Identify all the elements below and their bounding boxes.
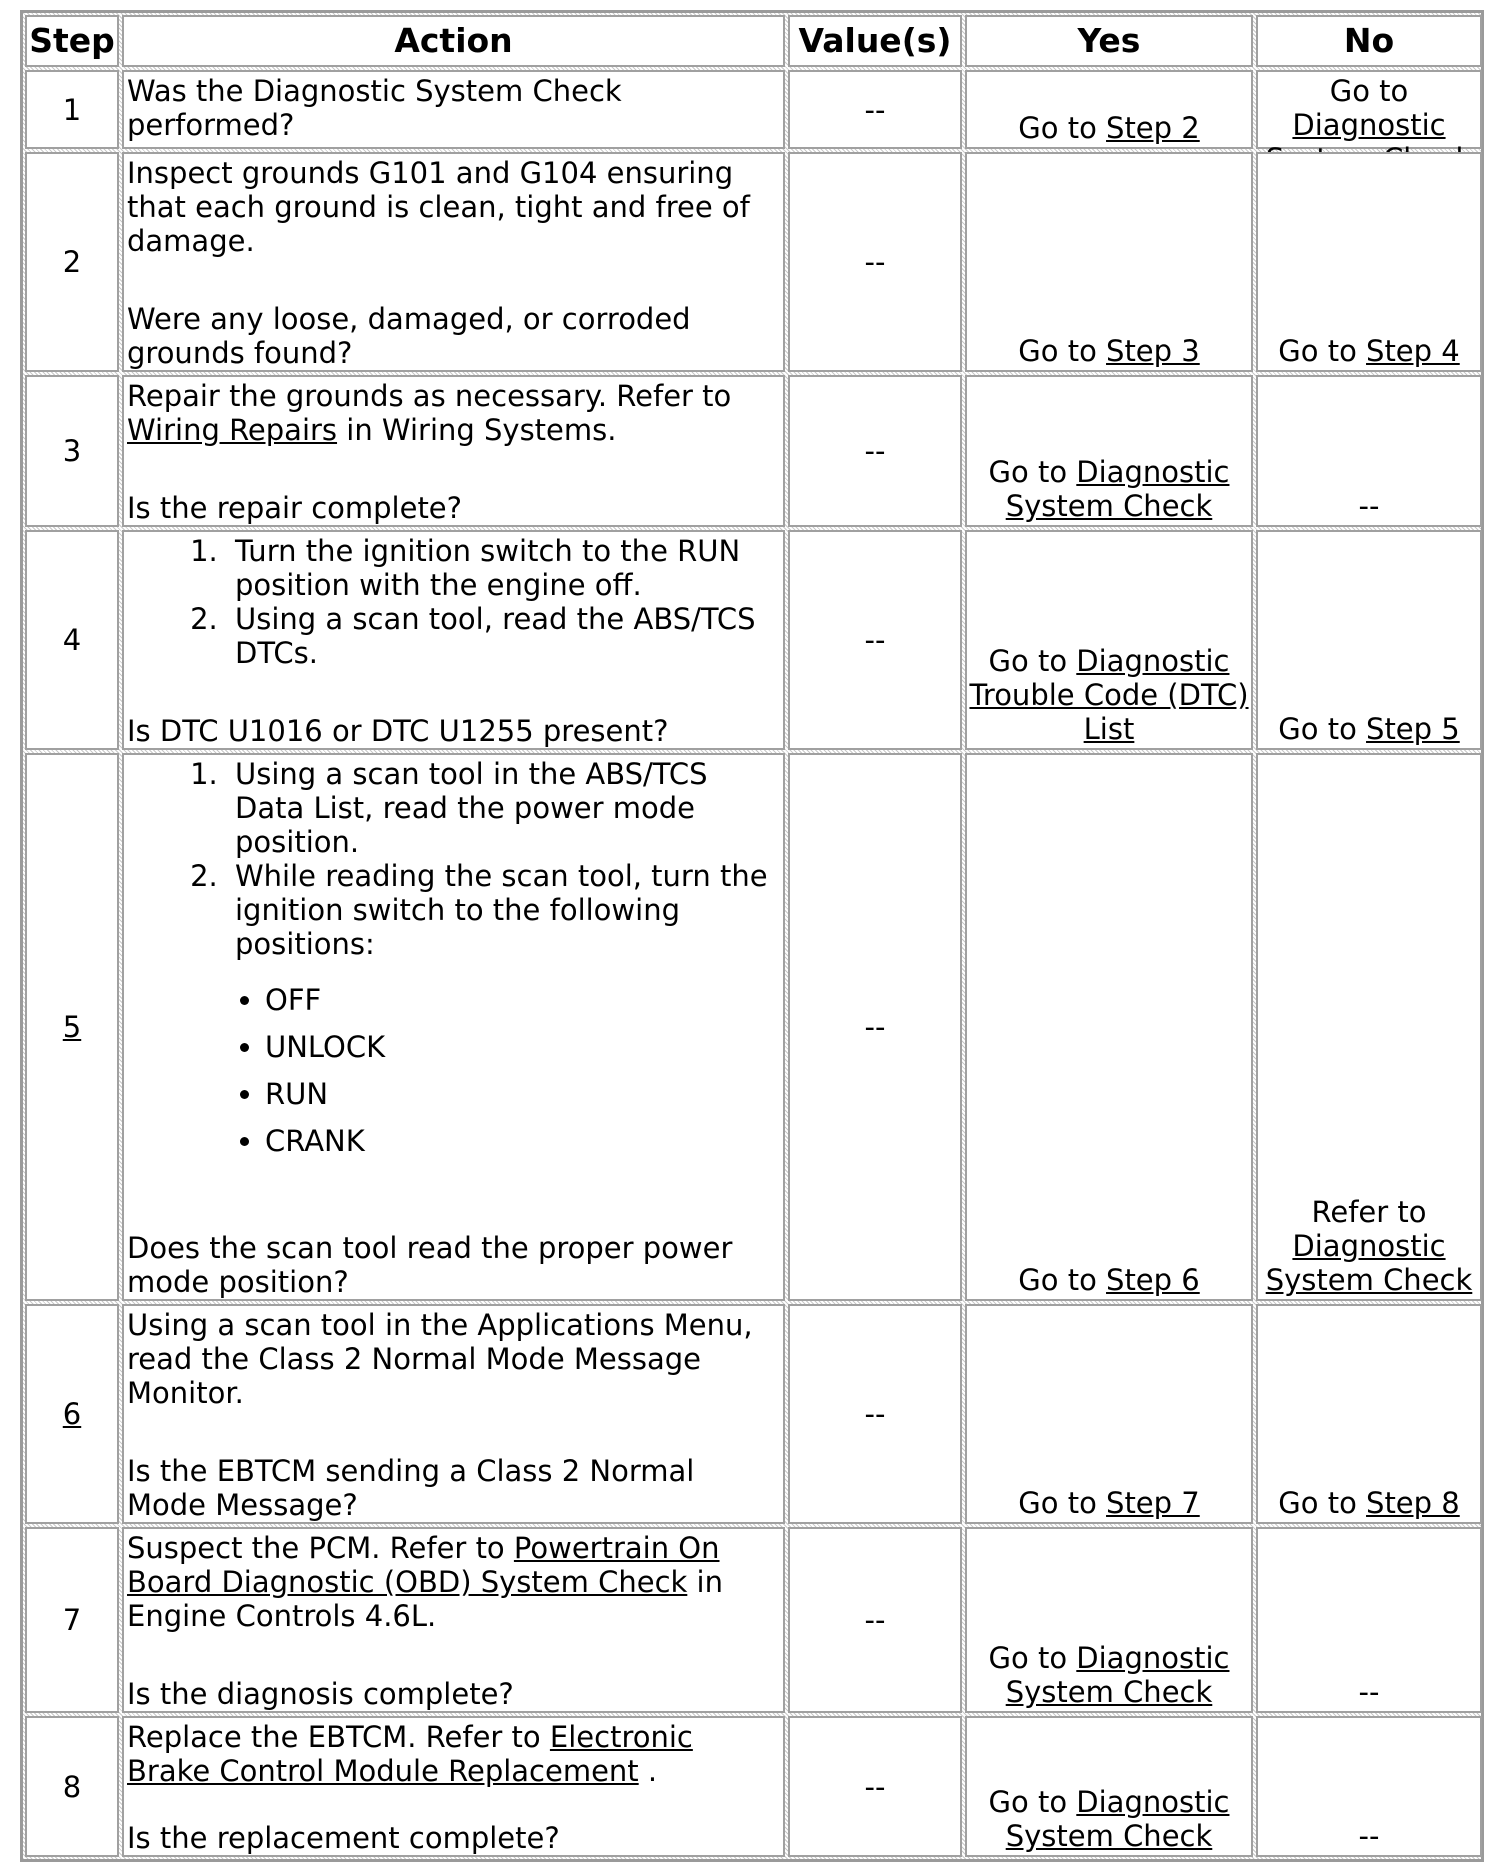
header-action: Action — [122, 15, 785, 67]
no-cell — [1256, 753, 1482, 1301]
action-question: Is the diagnosis complete? — [127, 1677, 514, 1711]
yes-link[interactable]: Diagnostic Trouble Code (DTC) List — [969, 644, 1249, 746]
action-cell — [122, 530, 785, 750]
step-number: 4 — [25, 530, 119, 750]
value-cell: -- — [788, 152, 962, 372]
no-prefix: Go to — [1278, 712, 1367, 746]
value-cell: -- — [788, 375, 962, 527]
yes-link[interactable]: Diagnostic System Check — [1005, 455, 1230, 523]
yes-cell — [965, 375, 1253, 527]
no-link[interactable]: Diagnostic — [1292, 108, 1446, 142]
action-text-pre: Repair the grounds as necessary. Refer to — [127, 379, 732, 413]
yes-cell — [965, 753, 1253, 1301]
yes-cell — [965, 152, 1253, 372]
step-number: 3 — [25, 375, 119, 527]
value-cell: -- — [788, 1304, 962, 1524]
yes-prefix: Go to — [1018, 1486, 1107, 1520]
yes-prefix: Go to — [1018, 334, 1107, 368]
no-cell: -- — [1256, 1716, 1482, 1857]
yes-prefix: Go to — [988, 644, 1077, 678]
step-number: 2 — [25, 152, 119, 372]
no-link[interactable]: Step 8 — [1366, 1486, 1460, 1520]
action-step: 2. While reading the scan tool, turn the ignition switch to the following positions: — [227, 859, 781, 961]
action-cell — [122, 152, 785, 372]
action-cell — [122, 375, 785, 527]
value-cell: -- — [788, 530, 962, 750]
action-link[interactable]: Wiring Repairs — [127, 413, 338, 447]
yes-link[interactable]: Diagnostic System Check — [1005, 1641, 1230, 1709]
action-question: Was the Diagnostic System Check performed? — [127, 74, 622, 142]
action-steps-list — [127, 534, 781, 670]
no-link[interactable]: Diagnostic System Check — [1265, 1229, 1473, 1297]
no-cell — [1256, 530, 1482, 750]
no-prefix: Go to — [1278, 1486, 1367, 1520]
yes-link[interactable]: Step 2 — [1106, 111, 1200, 145]
no-cell: -- — [1256, 1527, 1482, 1713]
step-number: 1 — [25, 70, 119, 149]
yes-prefix: Go to — [1018, 1263, 1107, 1297]
action-step: 1. Using a scan tool in the ABS/TCS Data List, read the power mode position. — [227, 757, 781, 859]
step-number: 7 — [25, 1527, 119, 1713]
action-question: Were any loose, damaged, or corroded grounds found? — [127, 302, 691, 370]
no-prefix: Go to — [1278, 334, 1367, 368]
action-question: Is the replacement complete? — [127, 1821, 560, 1855]
yes-prefix: Go to — [1018, 111, 1107, 145]
action-text-post: . — [638, 1754, 658, 1788]
action-question: Is DTC U1016 or DTC U1255 present? — [127, 714, 669, 748]
action-cell — [122, 753, 785, 1301]
action-text — [127, 1720, 781, 1788]
yes-link[interactable]: Diagnostic System Check — [1005, 1785, 1230, 1853]
action-text-post: in Wiring Systems. — [337, 413, 617, 447]
action-text: Inspect grounds G101 and G104 ensuring that each ground is clean, tight and free of damage. — [127, 156, 750, 258]
action-question: Is the repair complete? — [127, 491, 463, 525]
no-link[interactable]: Step 4 — [1366, 334, 1460, 368]
yes-cell — [965, 1304, 1253, 1524]
position-item: • CRANK — [265, 1124, 781, 1158]
action-cell — [122, 1304, 785, 1524]
yes-link[interactable]: Step 3 — [1106, 334, 1200, 368]
no-cell — [1256, 1304, 1482, 1524]
no-cell — [1256, 152, 1482, 372]
step-number — [25, 753, 119, 1301]
header-values: Value(s) — [788, 15, 962, 67]
header-yes: Yes — [965, 15, 1253, 67]
position-item: • RUN — [265, 1077, 781, 1111]
step-number — [25, 1304, 119, 1524]
step-link[interactable]: 6 — [62, 1397, 82, 1431]
value-cell: -- — [788, 753, 962, 1301]
step-number: 8 — [25, 1716, 119, 1857]
no-cell: -- — [1256, 375, 1482, 527]
position-list — [127, 983, 781, 1158]
yes-cell — [965, 1527, 1253, 1713]
action-text-pre: Suspect the PCM. Refer to — [127, 1531, 514, 1565]
action-text — [127, 1531, 781, 1633]
no-cell — [1256, 70, 1482, 149]
no-link[interactable]: Step 5 — [1366, 712, 1460, 746]
action-question: Does the scan tool read the proper power mode position? — [127, 1231, 733, 1299]
action-cell — [122, 1716, 785, 1857]
header-step: Step — [25, 15, 119, 67]
yes-link[interactable]: Step 7 — [1106, 1486, 1200, 1520]
value-cell: -- — [788, 1527, 962, 1713]
action-text-pre: Replace the EBTCM. Refer to — [127, 1720, 550, 1754]
action-text — [127, 379, 781, 447]
yes-cell — [965, 530, 1253, 750]
action-cell — [122, 1527, 785, 1713]
value-cell: -- — [788, 1716, 962, 1857]
step-link[interactable]: 5 — [62, 1010, 82, 1044]
position-item: • OFF — [265, 983, 781, 1017]
action-link[interactable]: Electronic Brake Control Module Replacement — [127, 1720, 693, 1788]
action-link[interactable]: Powertrain On Board Diagnostic (OBD) System Check — [127, 1531, 720, 1599]
no-prefix: Go to — [1329, 74, 1409, 108]
action-steps-list — [127, 757, 781, 961]
action-text: Using a scan tool in the Applications Menu, read the Class 2 Normal Mode Message Monitor. — [127, 1308, 753, 1410]
action-cell — [122, 70, 785, 149]
yes-prefix: Go to — [988, 455, 1077, 489]
action-question: Is the EBTCM sending a Class 2 Normal Mode Message? — [127, 1454, 695, 1522]
value-cell: -- — [788, 70, 962, 149]
action-step: 2. Using a scan tool, read the ABS/TCS DTCs. — [227, 602, 781, 670]
yes-prefix: Go to — [988, 1785, 1077, 1819]
action-step: 1. Turn the ignition switch to the RUN position with the engine off. — [227, 534, 781, 602]
position-item: • UNLOCK — [265, 1030, 781, 1064]
header-no: No — [1256, 15, 1482, 67]
no-prefix: Refer to — [1311, 1195, 1427, 1229]
yes-prefix: Go to — [988, 1641, 1077, 1675]
yes-cell — [965, 70, 1253, 149]
diagnostic-table — [20, 10, 1484, 1862]
action-text-post: in Engine Controls 4.6L. — [127, 1565, 723, 1633]
yes-link[interactable]: Step 6 — [1106, 1263, 1200, 1297]
yes-cell — [965, 1716, 1253, 1857]
